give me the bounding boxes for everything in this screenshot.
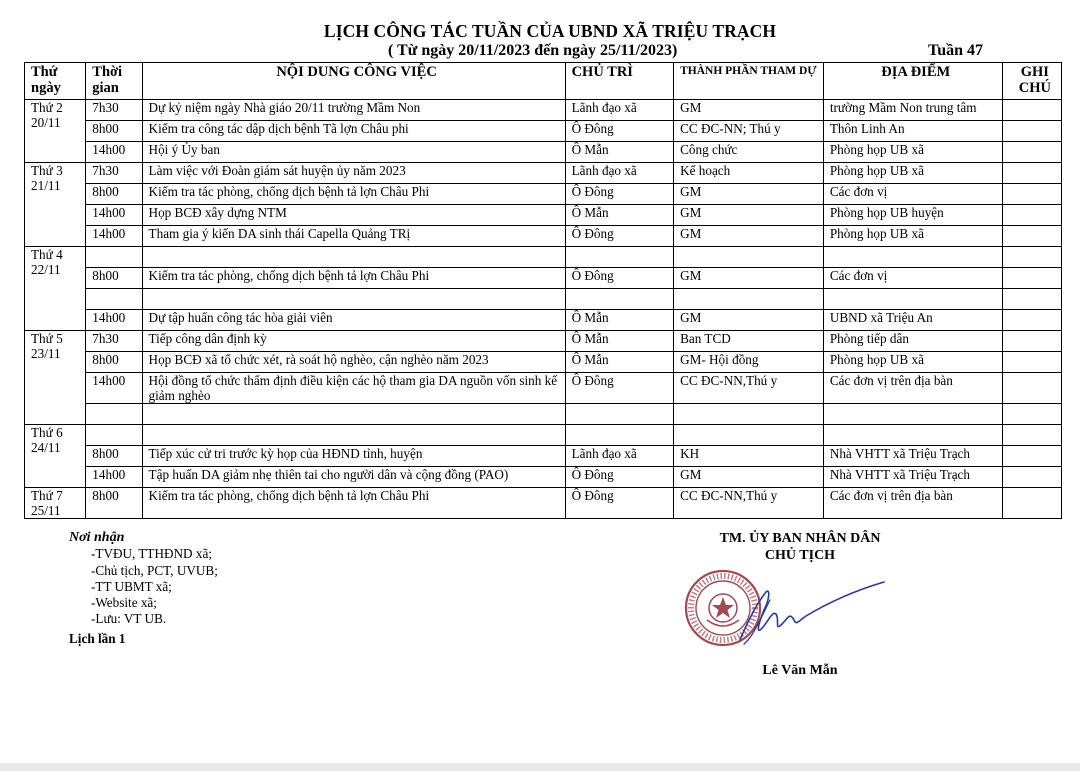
participants-cell: GM — [674, 310, 824, 331]
location-cell: Phòng tiếp dân — [823, 331, 1002, 352]
header-chair: CHỦ TRÌ — [565, 63, 674, 100]
day-date: 24/11 — [31, 440, 61, 455]
location-cell: Phòng họp UB xã — [823, 226, 1002, 247]
day-name: Thứ 7 — [31, 488, 63, 503]
recipient-item: -TT UBMT xã; — [91, 578, 172, 594]
day-cell — [25, 163, 86, 247]
recipient-item: -Lưu: VT UB. — [91, 611, 167, 627]
chair-cell: Ô Đông — [565, 467, 674, 488]
content-cell — [142, 404, 565, 425]
header-day: Thứ ngày — [25, 63, 86, 100]
content-cell: Tiếp công dân định kỳ — [142, 331, 565, 352]
chair-cell — [565, 404, 674, 425]
participants-cell: GM — [674, 226, 824, 247]
table-row — [25, 205, 1062, 226]
handwritten-signature-icon — [730, 580, 890, 645]
note-cell — [1002, 488, 1061, 519]
participants-cell: CC ĐC-NN,Thú y — [674, 373, 824, 404]
table-row — [25, 310, 1062, 331]
content-cell: Dự kỷ niệm ngày Nhà giáo 20/11 trường Mầm Non — [142, 100, 565, 121]
table-row — [25, 331, 1062, 352]
content-cell: Hội ý Ủy ban — [142, 142, 565, 163]
schedule-table — [24, 62, 1062, 519]
recipients-heading: Nơi nhận — [69, 530, 125, 545]
recipient-item: -TVĐU, TTHĐND xã; — [91, 546, 212, 562]
table-row — [25, 425, 1062, 446]
chair-cell: Ô Mẫn — [565, 205, 674, 226]
day-date: 22/11 — [31, 262, 61, 277]
time-cell: 8h00 — [86, 488, 142, 519]
participants-cell: GM- Hội đồng — [674, 352, 824, 373]
content-cell: Họp BCĐ xã tổ chức xét, rà soát hộ nghèo, cận nghèo năm 2023 — [142, 352, 565, 373]
signer-title: CHỦ TỊCH — [764, 548, 836, 563]
table-row — [25, 352, 1062, 373]
time-cell: 14h00 — [86, 373, 142, 404]
time-cell: 8h00 — [86, 268, 142, 289]
table-row — [25, 404, 1062, 425]
location-cell — [823, 247, 1002, 268]
chair-cell: Ô Mẫn — [565, 331, 674, 352]
content-cell: Tiếp xúc cử tri trước kỳ họp của HĐND tỉnh, huyện — [142, 446, 565, 467]
table-row — [25, 226, 1062, 247]
content-cell: Hội đồng tổ chức thẩm định điều kiện các hộ tham gia DA nguồn vốn sinh kế giảm nghèo — [142, 373, 565, 404]
location-cell: UBND xã Triệu An — [823, 310, 1002, 331]
chair-cell: Ô Đông — [565, 488, 674, 519]
note-cell — [1002, 184, 1061, 205]
recipient-item: -Website xã; — [91, 595, 157, 611]
location-cell: Phòng họp UB xã — [823, 142, 1002, 163]
header-content: NỘI DUNG CÔNG VIỆC — [142, 63, 565, 100]
location-cell — [823, 289, 1002, 310]
header-note: GHI CHÚ — [1002, 63, 1061, 100]
note-cell — [1002, 289, 1061, 310]
time-cell: 7h30 — [86, 331, 142, 352]
note-cell — [1002, 446, 1061, 467]
table-row — [25, 100, 1062, 121]
table-row — [25, 142, 1062, 163]
table-row — [25, 467, 1062, 488]
day-name: Thứ 6 — [31, 425, 63, 440]
day-cell — [25, 425, 86, 488]
content-cell: Làm việc với Đoàn giám sát huyện ủy năm 2023 — [142, 163, 565, 184]
chair-cell: Lãnh đạo xã — [565, 100, 674, 121]
header-participants: THÀNH PHẦN THAM DỰ — [674, 63, 824, 100]
day-date: 21/11 — [31, 178, 61, 193]
table-row — [25, 121, 1062, 142]
note-cell — [1002, 226, 1061, 247]
location-cell: Phòng họp UB xã — [823, 163, 1002, 184]
header-location: ĐỊA ĐIỂM — [823, 63, 1002, 100]
time-cell: 14h00 — [86, 467, 142, 488]
note-cell — [1002, 352, 1061, 373]
note-cell — [1002, 373, 1061, 404]
time-cell: 8h00 — [86, 352, 142, 373]
location-cell: Các đơn vị — [823, 184, 1002, 205]
content-cell — [142, 247, 565, 268]
table-row — [25, 268, 1062, 289]
note-cell — [1002, 268, 1061, 289]
participants-cell: GM — [674, 184, 824, 205]
day-cell — [25, 100, 86, 163]
time-cell — [86, 425, 142, 446]
day-cell — [25, 331, 86, 425]
table-row — [25, 163, 1062, 184]
chair-cell: Lãnh đạo xã — [565, 446, 674, 467]
signing-organization: TM. ỦY BAN NHÂN DÂN — [719, 531, 881, 546]
schedule-body — [25, 100, 1062, 519]
note-cell — [1002, 404, 1061, 425]
note-cell — [1002, 100, 1061, 121]
time-cell: 8h00 — [86, 446, 142, 467]
chair-cell: Ô Mẫn — [565, 310, 674, 331]
participants-cell: GM — [674, 205, 824, 226]
location-cell: Nhà VHTT xã Triệu Trạch — [823, 467, 1002, 488]
content-cell: Họp BCĐ xây dựng NTM — [142, 205, 565, 226]
schedule-batch: Lịch lần 1 — [69, 630, 126, 646]
time-cell: 7h30 — [86, 163, 142, 184]
note-cell — [1002, 205, 1061, 226]
week-number: Tuần 47 — [928, 42, 983, 59]
day-date: 20/11 — [31, 115, 61, 130]
note-cell — [1002, 310, 1061, 331]
chair-cell: Ô Đông — [565, 121, 674, 142]
content-cell: Kiểm tra tác phòng, chống dịch bệnh tả lợn Châu Phi — [142, 488, 565, 519]
time-cell: 14h00 — [86, 226, 142, 247]
day-name: Thứ 3 — [31, 163, 63, 178]
table-header-row — [25, 63, 1062, 100]
table-row — [25, 446, 1062, 467]
signature-block — [680, 530, 920, 564]
time-cell: 14h00 — [86, 205, 142, 226]
location-cell: Các đơn vị — [823, 268, 1002, 289]
chair-cell: Lãnh đạo xã — [565, 163, 674, 184]
day-date: 23/11 — [31, 346, 61, 361]
chair-cell — [565, 289, 674, 310]
participants-cell: Ban TCD — [674, 331, 824, 352]
content-cell — [142, 289, 565, 310]
participants-cell: GM — [674, 467, 824, 488]
day-cell — [25, 488, 86, 519]
header-time: Thời gian — [86, 63, 142, 100]
time-cell: 7h30 — [86, 100, 142, 121]
participants-cell: Công chức — [674, 142, 824, 163]
chair-cell: Ô Đông — [565, 184, 674, 205]
chair-cell — [565, 247, 674, 268]
participants-cell — [674, 404, 824, 425]
note-cell — [1002, 163, 1061, 184]
note-cell — [1002, 467, 1061, 488]
time-cell — [86, 404, 142, 425]
table-row — [25, 373, 1062, 404]
location-cell: Các đơn vị trên địa bàn — [823, 488, 1002, 519]
table-row — [25, 184, 1062, 205]
chair-cell: Ô Đông — [565, 373, 674, 404]
participants-cell: GM — [674, 100, 824, 121]
content-cell: Tham gia ý kiến DA sinh thái Capella Quảng TRị — [142, 226, 565, 247]
note-cell — [1002, 425, 1061, 446]
participants-cell: KH — [674, 446, 824, 467]
note-cell — [1002, 331, 1061, 352]
participants-cell: Kế hoạch — [674, 163, 824, 184]
participants-cell: GM — [674, 268, 824, 289]
chair-cell: Ô Mẫn — [565, 352, 674, 373]
location-cell: Phòng họp UB huyện — [823, 205, 1002, 226]
location-cell — [823, 404, 1002, 425]
location-cell: Phòng họp UB xã — [823, 352, 1002, 373]
time-cell: 8h00 — [86, 184, 142, 205]
day-name: Thứ 2 — [31, 100, 63, 115]
recipients-block — [69, 530, 218, 647]
time-cell — [86, 247, 142, 268]
day-date: 25/11 — [31, 503, 61, 518]
content-cell: Kiểm tra tác phòng, chống dịch bệnh tả lợn Châu Phi — [142, 268, 565, 289]
table-row — [25, 488, 1062, 519]
note-cell — [1002, 142, 1061, 163]
day-name: Thứ 5 — [31, 331, 63, 346]
chair-cell: Ô Đông — [565, 268, 674, 289]
document-title: LỊCH CÔNG TÁC TUẦN CỦA UBND XÃ TRIỆU TRẠCH — [323, 21, 777, 41]
chair-cell — [565, 425, 674, 446]
table-row — [25, 247, 1062, 268]
content-cell: Tập huấn DA giảm nhẹ thiên tai cho người dân và cộng đồng (PAO) — [142, 467, 565, 488]
chair-cell: Ô Đông — [565, 226, 674, 247]
day-cell — [25, 247, 86, 331]
table-row — [25, 289, 1062, 310]
time-cell — [86, 289, 142, 310]
participants-cell — [674, 247, 824, 268]
participants-cell — [674, 289, 824, 310]
chair-cell: Ô Mẫn — [565, 142, 674, 163]
location-cell — [823, 425, 1002, 446]
participants-cell: CC ĐC-NN; Thú y — [674, 121, 824, 142]
time-cell: 8h00 — [86, 121, 142, 142]
location-cell: Các đơn vị trên địa bàn — [823, 373, 1002, 404]
date-range: ( Từ ngày 20/11/2023 đến ngày 25/11/2023) — [388, 42, 678, 59]
note-cell — [1002, 247, 1061, 268]
content-cell — [142, 425, 565, 446]
day-name: Thứ 4 — [31, 247, 63, 262]
recipient-item: -Chủ tịch, PCT, UVUB; — [91, 562, 218, 578]
location-cell: Nhà VHTT xã Triệu Trạch — [823, 446, 1002, 467]
content-cell: Kiểm tra tác phòng, chống dịch bệnh tả lợn Châu Phi — [142, 184, 565, 205]
time-cell: 14h00 — [86, 142, 142, 163]
time-cell: 14h00 — [86, 310, 142, 331]
location-cell: trường Mầm Non trung tâm — [823, 100, 1002, 121]
content-cell: Kiểm tra công tác dập dịch bệnh Tã lợn Châu phi — [142, 121, 565, 142]
participants-cell — [674, 425, 824, 446]
content-cell: Dự tập huấn công tác hòa giải viên — [142, 310, 565, 331]
signer-name: Lê Văn Mẫn — [762, 663, 838, 678]
note-cell — [1002, 121, 1061, 142]
location-cell: Thôn Linh An — [823, 121, 1002, 142]
participants-cell: CC ĐC-NN,Thú y — [674, 488, 824, 519]
page-bottom-band — [0, 763, 1080, 771]
